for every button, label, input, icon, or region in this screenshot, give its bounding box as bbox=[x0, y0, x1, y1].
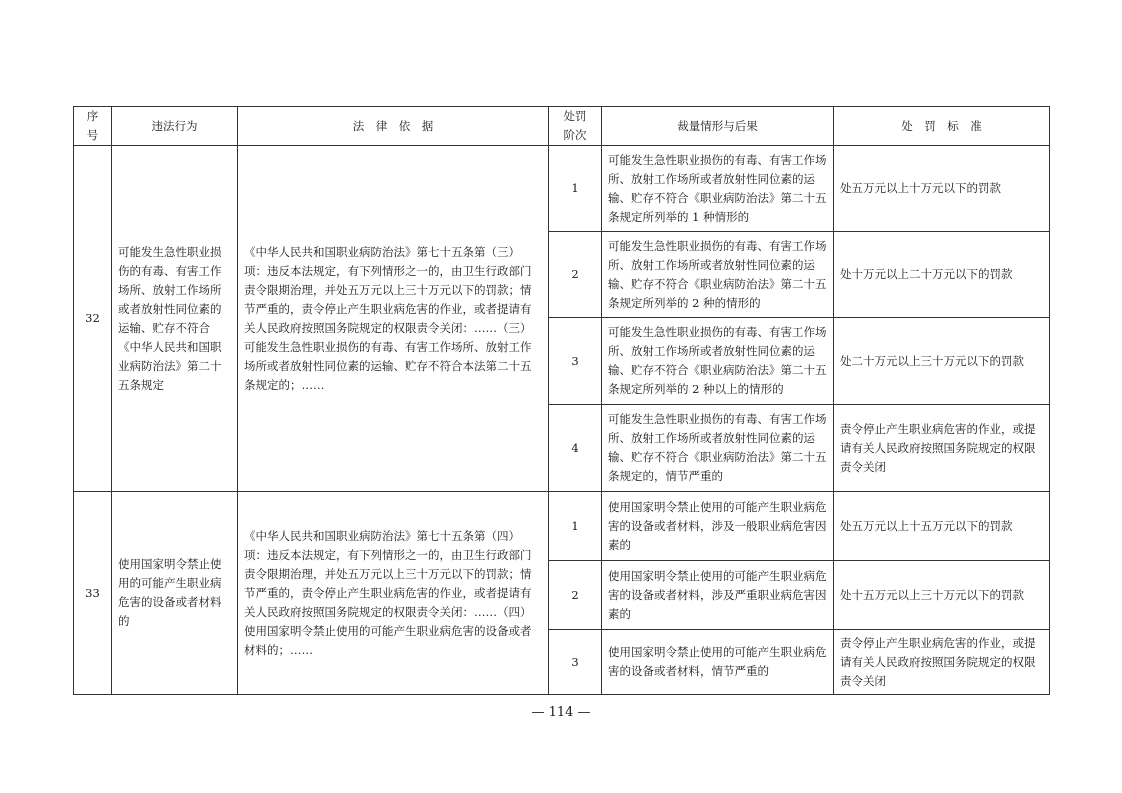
violation-behavior: 使用国家明令禁止使用的可能产生职业病危害的设备或者材料的 bbox=[112, 492, 238, 695]
header-standard: 处 罚 标 准 bbox=[834, 107, 1050, 146]
penalty-standard: 处十万元以上二十万元以下的罚款 bbox=[834, 232, 1050, 318]
row-number: 32 bbox=[74, 146, 112, 492]
page-number: — 114 — bbox=[531, 705, 591, 720]
discretion-circumstance: 使用国家明令禁止使用的可能产生职业病危害的设备或者材料，情节严重的 bbox=[602, 630, 834, 695]
discretion-circumstance: 可能发生急性职业损伤的有毒、有害工作场所、放射工作场所或者放射性同位素的运输、贮存不符合《职业病防治法》第二十五条规定的，情节严重的 bbox=[602, 405, 834, 492]
penalty-stage: 2 bbox=[549, 232, 602, 318]
header-stage: 处罚 阶次 bbox=[549, 107, 602, 146]
penalty-standard: 处五万元以上十万元以下的罚款 bbox=[834, 146, 1050, 232]
legal-basis: 《中华人民共和国职业病防治法》第七十五条第（三）项：违反本法规定，有下列情形之一的，由卫生行政部门责令限期治理，并处五万元以上三十万元以下的罚款；情节严重的，责令停止产生职业病危害的作业，或者提请有关人民政府按照国务院规定的权限责令关闭：……（三）可能发生急性职业损伤的有毒、有害工作场所、放射工作场所或者放射性同位素的运输、贮存不符合本法第二十五条规定的；…… bbox=[238, 146, 549, 492]
header-circumstance: 裁量情形与后果 bbox=[602, 107, 834, 146]
table-row bbox=[74, 146, 1050, 232]
penalty-stage: 2 bbox=[549, 561, 602, 630]
header-no: 序 号 bbox=[74, 107, 112, 146]
discretion-circumstance: 可能发生急性职业损伤的有毒、有害工作场所、放射工作场所或者放射性同位素的运输、贮存不符合《职业病防治法》第二十五条规定所列举的 1 种情形的 bbox=[602, 146, 834, 232]
penalty-standards-table bbox=[73, 106, 1050, 695]
table-row bbox=[74, 492, 1050, 561]
penalty-stage: 3 bbox=[549, 318, 602, 405]
penalty-standard: 处二十万元以上三十万元以下的罚款 bbox=[834, 318, 1050, 405]
discretion-circumstance: 使用国家明令禁止使用的可能产生职业病危害的设备或者材料，涉及严重职业病危害因素的 bbox=[602, 561, 834, 630]
penalty-standard: 责令停止产生职业病危害的作业，或提请有关人民政府按照国务院规定的权限责令关闭 bbox=[834, 405, 1050, 492]
penalty-standard: 处五万元以上十五万元以下的罚款 bbox=[834, 492, 1050, 561]
penalty-stage: 1 bbox=[549, 492, 602, 561]
penalty-standard: 责令停止产生职业病危害的作业，或提请有关人民政府按照国务院规定的权限责令关闭 bbox=[834, 630, 1050, 695]
discretion-circumstance: 使用国家明令禁止使用的可能产生职业病危害的设备或者材料，涉及一般职业病危害因素的 bbox=[602, 492, 834, 561]
row-number: 33 bbox=[74, 492, 112, 695]
penalty-stage: 4 bbox=[549, 405, 602, 492]
penalty-stage: 1 bbox=[549, 146, 602, 232]
discretion-circumstance: 可能发生急性职业损伤的有毒、有害工作场所、放射工作场所或者放射性同位素的运输、贮存不符合《职业病防治法》第二十五条规定所列举的 2 种以上的情形的 bbox=[602, 318, 834, 405]
penalty-stage: 3 bbox=[549, 630, 602, 695]
legal-basis: 《中华人民共和国职业病防治法》第七十五条第（四）项：违反本法规定，有下列情形之一的，由卫生行政部门责令限期治理，并处五万元以上三十万元以下的罚款；情节严重的，责令停止产生职业病危害的作业，或者提请有关人民政府按照国务院规定的权限责令关闭：……（四）使用国家明令禁止使用的可能产生职业病危害的设备或者材料的；…… bbox=[238, 492, 549, 695]
discretion-circumstance: 可能发生急性职业损伤的有毒、有害工作场所、放射工作场所或者放射性同位素的运输、贮存不符合《职业病防治法》第二十五条规定所列举的 2 种的情形的 bbox=[602, 232, 834, 318]
violation-behavior: 可能发生急性职业损伤的有毒、有害工作场所、放射工作场所或者放射性同位素的运输、贮存不符合《中华人民共和国职业病防治法》第二十五条规定 bbox=[112, 146, 238, 492]
header-basis: 法 律 依 据 bbox=[238, 107, 549, 146]
header-behavior: 违法行为 bbox=[112, 107, 238, 146]
penalty-standard: 处十五万元以上三十万元以下的罚款 bbox=[834, 561, 1050, 630]
table-header-row bbox=[74, 107, 1050, 146]
